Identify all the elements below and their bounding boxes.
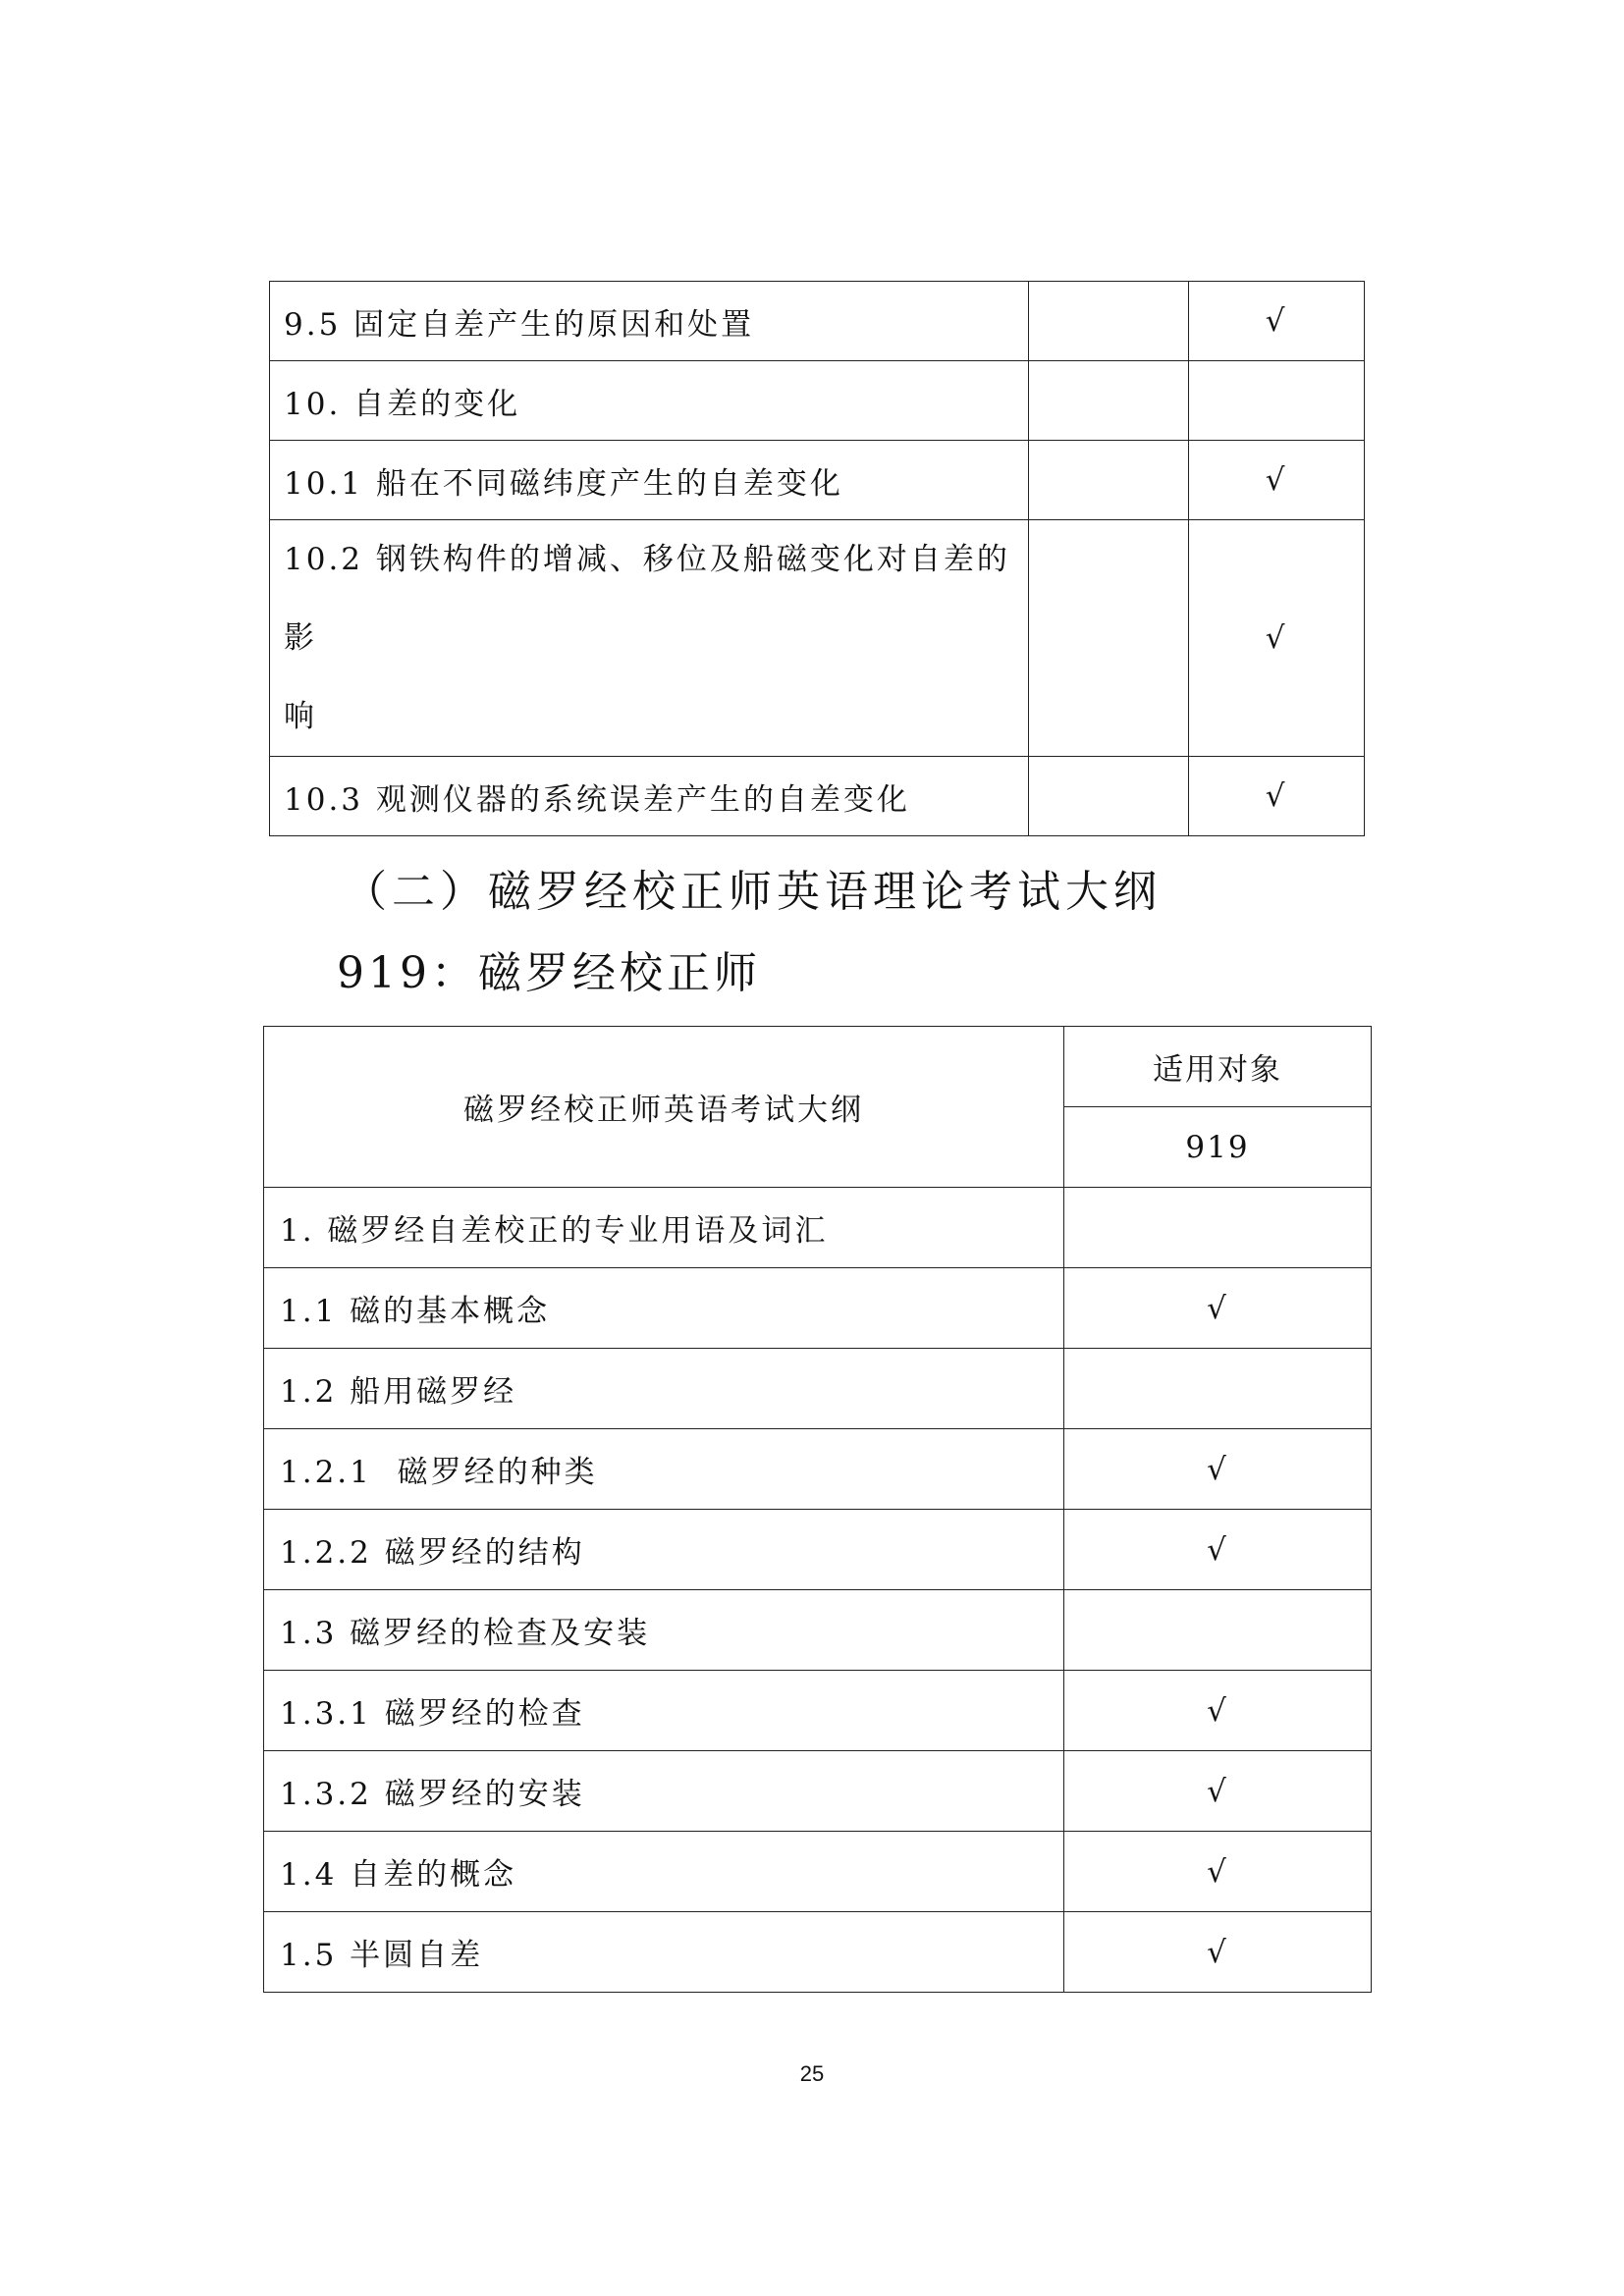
row-topic-line1: 10.2 钢铁构件的增减、移位及船磁变化对自差的影	[284, 542, 1010, 656]
check-mark: √	[1064, 1671, 1372, 1751]
english-syllabus-table	[263, 1026, 1372, 1993]
row-empty-cell	[1028, 282, 1189, 361]
row-topic: 1. 磁罗经自差校正的专业用语及词汇	[264, 1188, 1064, 1268]
check-mark: √	[1189, 757, 1365, 836]
check-mark	[1064, 1349, 1372, 1429]
header-title: 磁罗经校正师英语考试大纲	[264, 1027, 1064, 1188]
row-empty-cell	[1028, 361, 1189, 441]
row-topic-line2: 响	[284, 699, 317, 734]
check-mark: √	[1064, 1510, 1372, 1590]
row-topic: 1.3.1 磁罗经的检查	[264, 1671, 1064, 1751]
table-row	[264, 1349, 1372, 1429]
table-row	[264, 1510, 1372, 1590]
check-mark: √	[1189, 520, 1365, 757]
row-topic: 9.5 固定自差产生的原因和处置	[270, 282, 1029, 361]
table-row	[264, 1429, 1372, 1510]
table-row	[264, 1268, 1372, 1349]
table-header-row	[264, 1027, 1372, 1107]
check-mark: √	[1064, 1751, 1372, 1832]
row-topic: 1.2.1 磁罗经的种类	[264, 1429, 1064, 1510]
row-empty-cell	[1028, 441, 1189, 520]
table-row	[270, 520, 1365, 757]
header-applicable: 适用对象	[1064, 1027, 1372, 1107]
check-mark: √	[1189, 441, 1365, 520]
row-topic: 1.3.2 磁罗经的安装	[264, 1751, 1064, 1832]
row-topic: 1.2 船用磁罗经	[264, 1349, 1064, 1429]
section-subheading: 919：磁罗经校正师	[337, 948, 761, 998]
table-row	[270, 757, 1365, 836]
row-topic: 1.3 磁罗经的检查及安装	[264, 1590, 1064, 1671]
row-topic: 10.3 观测仪器的系统误差产生的自差变化	[270, 757, 1029, 836]
syllabus-table-continued	[269, 281, 1365, 836]
check-mark: √	[1064, 1429, 1372, 1510]
check-mark	[1064, 1590, 1372, 1671]
table-row	[270, 361, 1365, 441]
row-topic: 1.5 半圆自差	[264, 1912, 1064, 1993]
row-topic: 1.2.2 磁罗经的结构	[264, 1510, 1064, 1590]
check-mark: √	[1064, 1268, 1372, 1349]
row-empty-cell	[1028, 757, 1189, 836]
table-row	[270, 441, 1365, 520]
row-topic	[270, 520, 1029, 757]
check-mark: √	[1189, 282, 1365, 361]
row-topic: 10. 自差的变化	[270, 361, 1029, 441]
table-row	[264, 1188, 1372, 1268]
table-row	[264, 1751, 1372, 1832]
page-number: 25	[799, 2061, 825, 2086]
check-mark: √	[1064, 1832, 1372, 1912]
table-row	[264, 1832, 1372, 1912]
check-mark	[1189, 361, 1365, 441]
header-code: 919	[1064, 1107, 1372, 1188]
row-topic: 1.1 磁的基本概念	[264, 1268, 1064, 1349]
table-row	[264, 1590, 1372, 1671]
row-topic: 1.4 自差的概念	[264, 1832, 1064, 1912]
check-mark	[1064, 1188, 1372, 1268]
row-topic: 10.1 船在不同磁纬度产生的自差变化	[270, 441, 1029, 520]
table-row	[264, 1671, 1372, 1751]
row-empty-cell	[1028, 520, 1189, 757]
table-row	[264, 1912, 1372, 1993]
table-row	[270, 282, 1365, 361]
check-mark: √	[1064, 1912, 1372, 1993]
section-heading: （二）磁罗经校正师英语理论考试大纲	[344, 867, 1162, 917]
